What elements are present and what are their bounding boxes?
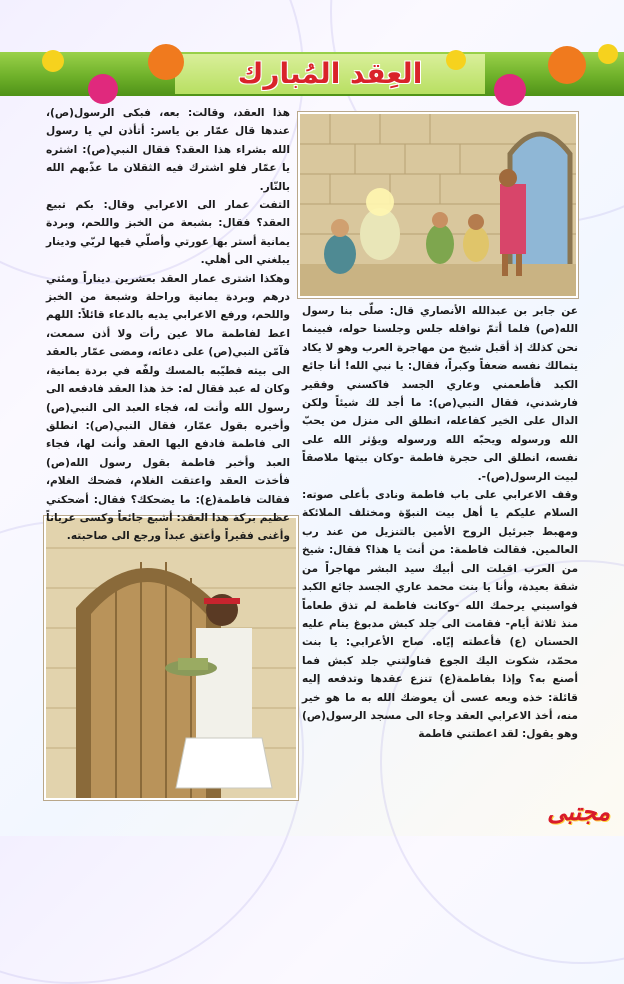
page-title: العِقد المُبارك [237, 57, 423, 90]
decorative-dot [88, 74, 118, 104]
text-column-right [46, 104, 290, 546]
gathering-illustration [298, 112, 578, 298]
text-column-left [302, 302, 578, 744]
decorative-dot [42, 50, 64, 72]
decorative-dot [598, 44, 618, 64]
decorative-dot [148, 44, 184, 80]
door-illustration [44, 516, 298, 800]
paragraph: عن جابر بن عبدالله الأنصاري قال: صلّى بنا رسول الله(ص) فلما أتمّ نوافله جلس وجلسنا حوله، فبينما نحن كذلك إذ أقبل شيخ من مهاجرة العرب وهو لا يكاد يتمالك نفسه ضعفاً وكبراً، فقال: يا نبي الله! أنا جائع الكبد فأطعمني وعاري الجسد فاكسني وفقير فارشدني، فقال النبي(ص): ما أجد لك شيئاً ولكن الدال على الخير كفاعله، انطلق الى منزل من يحبّ الله ورسوله ويحبّه الله ورسوله ويؤثر الله على نفسه، انطلق الى حجرة فاطمة -وكان بيتها ملاصقاً لبيت الرسول(ص)-. [302, 305, 578, 483]
decorative-dot [494, 74, 526, 106]
seated-men-scene-icon [300, 114, 576, 296]
decorative-dot [548, 46, 586, 84]
paragraph: وهكذا اشترى عمار العقد بعشرين ديناراً ومئتي درهم وبردة يمانية وراحلة وشبعة من الخبز واللحم، ورفع الاعرابي يديه بالدعاء قائلاً: اللهم اعط لفاطمة مالا عين رأت ولا أذن سمعت، فآمّن النبي(ص) على دعائه، ومضى عمّار بالعقد الى بيته فطيّبه بالمسك ولفّه في بردة يمانية، وكان له عبد فقال له: خذ هذا العقد فادفعه الى رسول الله وأنت له، فجاء العبد الى النبي(ص) وأخبره بقول عمّار، فقال النبي(ص): انطلق الى فاطمة فادفع اليها العقد وأنت لها، فجاء العبد وأخبر فاطمة بقول رسول الله(ص) فأخذت العقد واعتقت الغلام، فضحك الغلام، فقالت فاطمة(ع): ما يضحكك؟ فقال: أضحكني عظيم بركة هذا العقد: أشبع جائعاً وكسى عرياناً وأغنى فقيراً وأعتق عبداً ورجع الى صاحبته. [46, 272, 290, 543]
paragraph: هذا العقد، وقالت: بعه، فبكى الرسول(ص)، عندها قال عمّار بن ياسر: أتأذن لي يا رسول الله بشراء هذا العقد؟ فقال النبي(ص): اشتره يا عمّار فلو اشترك فيه الثقلان ما عذّبهم الله بالنّار. [46, 107, 290, 193]
paragraph: التفت عمار الى الاعرابي وقال: بكم تبيع العقد؟ فقال: بشبعة من الخبز واللحم، وبردة يمانية أستر بها عورتي وأصلّي فيها لربّي ودينار يبلغني الى أهلي. [46, 199, 290, 267]
paragraph: وقف الاعرابي على باب فاطمة ونادى بأعلى صوته: السلام عليكم يا أهل بيت النبوّة ومختلف الملائكة ومهبط جبرئيل الروح الأمين بالتنزيل من عند رب العالمين. فقالت فاطمة: من أنت يا هذا؟ فقال: شيخ من العرب اقبلت الى أبيك سيد البشر مهاجراً من شقة بعيدة، وأنا يا بنت محمد عاري الجسد جائع الكبد فواسيني يرحمك الله -وكانت فاطمة لم تذق طعاماً منذ ثلاثة أيام- فقامت الى جلد كبش مدبوغ ينام عليه الحسنان (ع) فأعطته إيّاه. صاح الأعرابي: يا بنت محمّد، شكوت اليك الجوع فناولتني جلد كبش فما أصنع به؟ وإذا بفاطمة(ع) تنزع عقدها وتدفعه إليه قائلة: خذه وبعه عسى أن يعوضك الله به ما هو خير منه، أخذ الاعرابي العقد وجاء الى مسجد الرسول(ص) وهو يقول: لقد اعطتني فاطمة [302, 489, 578, 741]
man-at-wooden-door-icon [46, 518, 296, 798]
magazine-logo: مجتبى [547, 798, 610, 826]
decorative-dot [446, 50, 466, 70]
